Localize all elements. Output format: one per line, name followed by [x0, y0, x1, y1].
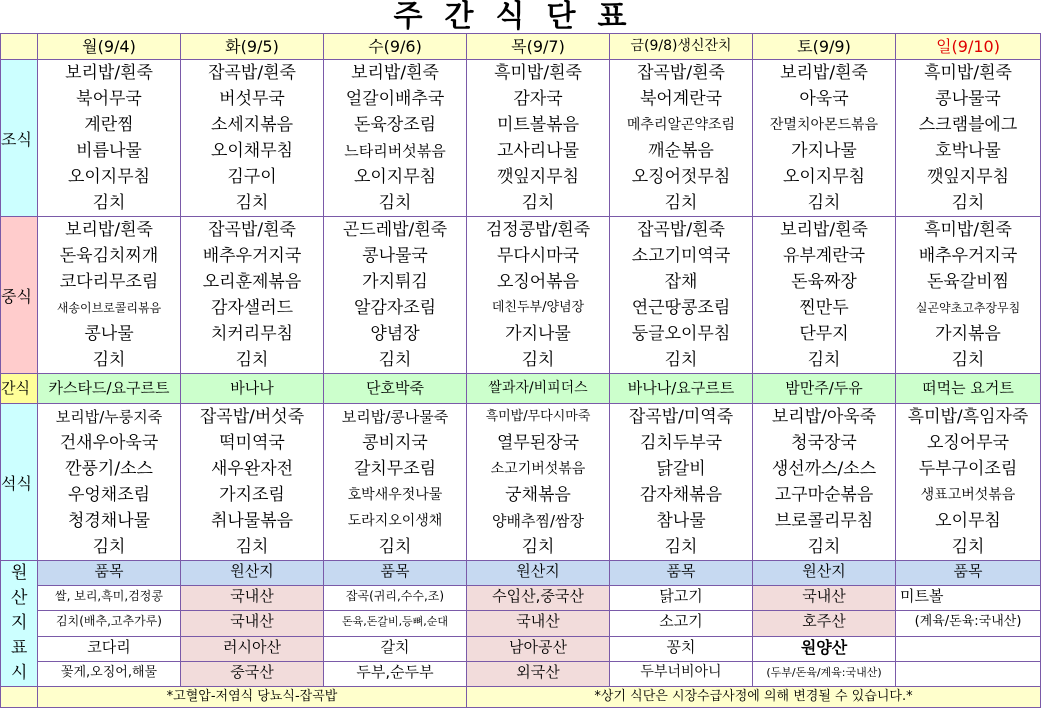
day-header-row	[1, 34, 1041, 60]
menu-item: 김치	[951, 193, 985, 213]
menu-item: 버섯무국	[219, 89, 285, 109]
menu-item: 스크램블에그	[918, 115, 1018, 135]
snack-cell: 밤만주/두유	[753, 374, 896, 404]
menu-item: 취나물볶음	[210, 511, 294, 531]
menu-item: 소고기미역국	[631, 246, 731, 266]
weekly-menu-table	[0, 33, 1041, 708]
menu-item: 곤드레밥/흰죽	[342, 220, 448, 240]
menu-item: 깻잎지무침	[926, 167, 1010, 187]
snack-cell: 단호박죽	[324, 374, 467, 404]
origin-label-text: 원산지표시	[11, 563, 28, 683]
origin-col-header: 원산지	[181, 561, 324, 586]
menu-item: 보리밥/누룽지죽	[55, 408, 163, 426]
menu-item: 양배추찜/쌈장	[492, 512, 584, 530]
menu-item: 김치	[92, 537, 126, 557]
origin-item: 쌀, 보리,흑미,검정콩	[38, 586, 181, 611]
lunch-cell	[896, 217, 1041, 374]
breakfast-cell	[896, 60, 1041, 217]
snack-cell: 쌀과자/비피더스	[467, 374, 610, 404]
menu-item: 오징어무국	[926, 433, 1010, 453]
menu-item: 김치	[235, 350, 269, 370]
menu-item: 오이무침	[935, 511, 1001, 531]
menu-item: 궁채볶음	[505, 485, 571, 505]
origin-item: 닭고기	[610, 586, 753, 611]
menu-item: 브로콜리무침	[774, 511, 874, 531]
menu-item: 돈육김치찌개	[59, 246, 159, 266]
menu-item: 오이지무침	[353, 167, 437, 187]
menu-item: 찐만두	[799, 298, 849, 318]
menu-item: 갈치무조림	[353, 459, 437, 479]
lunch-cell	[467, 217, 610, 374]
dinner-cell	[38, 404, 181, 561]
menu-item: 깐풍기/소스	[65, 459, 153, 479]
menu-item: 오이지무침	[67, 167, 151, 187]
menu-item: 연근땅콩조림	[631, 298, 731, 318]
menu-item: 양념장	[370, 324, 420, 344]
menu-item: 가지볶음	[935, 324, 1001, 344]
menu-item: 잔멸치아몬드볶음	[769, 117, 879, 133]
breakfast-cell	[324, 60, 467, 217]
origin-country: 국내산	[753, 586, 896, 611]
menu-item: 새우완자전	[210, 459, 294, 479]
lunch-cell	[324, 217, 467, 374]
menu-item: 돈육짜장	[791, 272, 857, 292]
lunch-row	[1, 217, 1041, 374]
snack-cell: 떠먹는 요거트	[896, 374, 1041, 404]
menu-item: 아욱국	[799, 89, 849, 109]
menu-item: 호박새우젓나물	[347, 487, 443, 503]
dinner-cell	[753, 404, 896, 561]
menu-item: 감자채볶음	[639, 485, 723, 505]
menu-item: 깻잎지무침	[496, 167, 580, 187]
menu-item: 김치	[664, 193, 698, 213]
dinner-row	[1, 404, 1041, 561]
menu-item: 검정콩밥/흰죽	[485, 220, 591, 240]
origin-country: 남아공산	[467, 636, 610, 661]
origin-col-header: 원산지	[753, 561, 896, 586]
origin-item: 두부너비아니	[610, 661, 753, 686]
breakfast-label: 조식	[1, 60, 38, 217]
menu-item: 김구이	[227, 167, 277, 187]
menu-item: 보리밥/아욱죽	[771, 407, 877, 427]
origin-country: 국내산	[467, 611, 610, 636]
breakfast-cell	[753, 60, 896, 217]
day-header: 수(9/6)	[324, 34, 467, 60]
footer-note-diet: *고혈압-저염식 당뇨식-잡곡밥	[38, 687, 467, 708]
origin-row	[1, 586, 1041, 611]
menu-item: 데친두부/양념장	[491, 300, 585, 315]
breakfast-cell	[610, 60, 753, 217]
menu-item: 흑미밥/흰죽	[494, 63, 582, 83]
menu-item: 김치	[951, 350, 985, 370]
menu-item: 잡채	[664, 272, 698, 292]
dinner-cell	[610, 404, 753, 561]
menu-item: 김치	[807, 537, 841, 557]
menu-item: 북어무국	[76, 89, 142, 109]
origin-item: 소고기	[610, 611, 753, 636]
menu-item: 감자국	[513, 89, 563, 109]
footer-corner	[1, 687, 38, 708]
menu-item: 오이채무침	[210, 141, 294, 161]
menu-item: 흑미밥/무다시마죽	[485, 409, 591, 424]
menu-item: 김치	[378, 537, 412, 557]
menu-item: 김치	[807, 193, 841, 213]
header-corner	[1, 34, 38, 60]
origin-item: 두부,순두부	[324, 661, 467, 686]
menu-item: 흑미밥/흰죽	[924, 220, 1012, 240]
origin-country: 러시아산	[181, 636, 324, 661]
menu-item: 김치	[521, 193, 555, 213]
origin-label	[1, 561, 38, 687]
day-header: 월(9/4)	[38, 34, 181, 60]
menu-item: 북어계란국	[639, 89, 723, 109]
menu-item: 돈육갈비찜	[926, 272, 1010, 292]
dinner-cell	[181, 404, 324, 561]
menu-item: 둥글오이무침	[631, 324, 731, 344]
origin-item: 코다리	[38, 636, 181, 661]
menu-item: 청경채나물	[67, 511, 151, 531]
menu-item: 잡곡밥/미역죽	[628, 407, 734, 427]
menu-item: 배추우거지국	[202, 246, 302, 266]
menu-item: 고사리나물	[496, 141, 580, 161]
snack-cell: 카스타드/요구르트	[38, 374, 181, 404]
menu-item: 잡곡밥/버섯죽	[199, 407, 305, 427]
menu-item: 흑미밥/흑임자죽	[907, 407, 1029, 427]
menu-item: 김치	[378, 350, 412, 370]
menu-item: 잡곡밥/흰죽	[208, 220, 296, 240]
menu-item: 단무지	[799, 324, 849, 344]
origin-col-header: 원산지	[467, 561, 610, 586]
lunch-label: 중식	[1, 217, 38, 374]
menu-item: 김치	[235, 537, 269, 557]
origin-item	[896, 661, 1041, 686]
menu-item: 깨순볶음	[648, 141, 714, 161]
menu-item: 생선까스/소스	[771, 459, 877, 479]
menu-item: 김치	[92, 350, 126, 370]
menu-item: 김치	[521, 537, 555, 557]
menu-item: 가지튀김	[362, 272, 428, 292]
menu-item: 새송이브로콜리볶음	[56, 301, 162, 315]
menu-item: 가지나물	[505, 324, 571, 344]
footer-note-change: *상기 식단은 시장수급사정에 의해 변경될 수 있습니다.*	[467, 687, 1041, 708]
menu-item: 소세지볶음	[210, 115, 294, 135]
menu-item: 오이지무침	[782, 167, 866, 187]
menu-item: 도라지오이생채	[347, 513, 443, 529]
menu-item: 실곤약초고추장무침	[915, 301, 1021, 315]
menu-item: 참나물	[656, 511, 706, 531]
breakfast-cell	[467, 60, 610, 217]
menu-item: 건새우아욱국	[59, 433, 159, 453]
menu-item: 오리훈제볶음	[202, 272, 302, 292]
menu-item: 잡곡밥/흰죽	[208, 63, 296, 83]
page-title: 주간식단표	[393, 0, 649, 34]
origin-country: 중국산	[181, 661, 324, 686]
menu-item: 잡곡밥/흰죽	[637, 63, 725, 83]
dinner-cell	[324, 404, 467, 561]
menu-item: 보리밥/흰죽	[65, 63, 153, 83]
origin-item: 미트볼	[896, 586, 1041, 611]
origin-country: (두부/돈육/계육:국내산)	[753, 661, 896, 686]
lunch-cell	[753, 217, 896, 374]
menu-item: 감자샐러드	[210, 298, 294, 318]
menu-item: 김치	[378, 193, 412, 213]
origin-col-header: 품목	[610, 561, 753, 586]
menu-item: 김치	[951, 537, 985, 557]
origin-country: 국내산	[181, 586, 324, 611]
menu-item: 얼갈이배추국	[345, 89, 445, 109]
origin-item: (계육/돈육:국내산)	[896, 611, 1041, 636]
menu-item: 가지조림	[219, 485, 285, 505]
origin-row	[1, 661, 1041, 686]
menu-item: 김치	[92, 193, 126, 213]
origin-country: 국내산	[181, 611, 324, 636]
breakfast-cell	[181, 60, 324, 217]
menu-item: 열무된장국	[496, 433, 580, 453]
menu-item: 보리밥/흰죽	[780, 220, 868, 240]
menu-item: 코다리무조림	[59, 272, 159, 292]
menu-item: 유부계란국	[782, 246, 866, 266]
footer-row	[1, 687, 1041, 708]
menu-item: 배추우거지국	[918, 246, 1018, 266]
day-header: 금(9/8)생신잔치	[610, 34, 753, 60]
menu-item: 생표고버섯볶음	[920, 487, 1016, 503]
origin-item: 돈육,돈갈비,등뼈,순대	[324, 611, 467, 636]
menu-item: 김치	[664, 537, 698, 557]
menu-item: 김치	[235, 193, 269, 213]
lunch-cell	[610, 217, 753, 374]
origin-item: 꽃게,오징어,해물	[38, 661, 181, 686]
menu-item: 떡미역국	[219, 433, 285, 453]
lunch-cell	[181, 217, 324, 374]
menu-item: 콩나물국	[362, 246, 428, 266]
menu-item: 우엉채조림	[67, 485, 151, 505]
menu-item: 오징어볶음	[496, 272, 580, 292]
menu-item: 계란찜	[84, 115, 134, 135]
breakfast-row	[1, 60, 1041, 217]
breakfast-cell	[38, 60, 181, 217]
origin-item: 잡곡(귀리,수수,조)	[324, 586, 467, 611]
origin-country: 호주산	[753, 611, 896, 636]
menu-item: 느타리버섯볶음	[344, 142, 446, 160]
menu-item: 잡곡밥/흰죽	[637, 220, 725, 240]
menu-item: 비름나물	[76, 141, 142, 161]
dinner-cell	[896, 404, 1041, 561]
menu-item: 김치	[807, 350, 841, 370]
menu-item: 메추리알곤약조림	[626, 117, 736, 133]
origin-country: 외국산	[467, 661, 610, 686]
menu-item: 보리밥/흰죽	[351, 63, 439, 83]
origin-item	[896, 636, 1041, 661]
origin-item: 꽁치	[610, 636, 753, 661]
menu-item: 흑미밥/흰죽	[924, 63, 1012, 83]
day-header: 화(9/5)	[181, 34, 324, 60]
dinner-cell	[467, 404, 610, 561]
menu-item: 미트볼볶음	[496, 115, 580, 135]
menu-item: 콩비지국	[362, 433, 428, 453]
menu-item: 알감자조림	[353, 298, 437, 318]
menu-item: 오징어젓무침	[631, 167, 731, 187]
menu-item: 치커리무침	[210, 324, 294, 344]
lunch-cell	[38, 217, 181, 374]
menu-item: 콩나물	[84, 324, 134, 344]
menu-item: 김치두부국	[639, 433, 723, 453]
snack-label: 간식	[1, 374, 38, 404]
origin-row	[1, 611, 1041, 636]
day-header-sunday: 일(9/10)	[896, 34, 1041, 60]
menu-item: 보리밥/콩나물죽	[341, 408, 449, 426]
origin-item: 갈치	[324, 636, 467, 661]
menu-item: 청국장국	[791, 433, 857, 453]
menu-item: 소고기버섯볶음	[490, 461, 586, 477]
menu-item: 무다시마국	[496, 246, 580, 266]
snack-cell: 바나나/요구르트	[610, 374, 753, 404]
origin-col-header: 품목	[324, 561, 467, 586]
origin-row	[1, 636, 1041, 661]
menu-item: 닭갈비	[656, 459, 706, 479]
snack-row	[1, 374, 1041, 404]
day-header: 토(9/9)	[753, 34, 896, 60]
origin-header-row	[1, 561, 1041, 586]
menu-item: 고구마순볶음	[774, 485, 874, 505]
origin-country: 원양산	[753, 636, 896, 661]
origin-item: 김치(배추,고추가루)	[38, 611, 181, 636]
menu-item: 보리밥/흰죽	[65, 220, 153, 240]
origin-col-header: 품목	[896, 561, 1041, 586]
dinner-label: 석식	[1, 404, 38, 561]
menu-item: 가지나물	[791, 141, 857, 161]
menu-item: 돈육장조림	[353, 115, 437, 135]
menu-item: 보리밥/흰죽	[780, 63, 868, 83]
menu-item: 호박나물	[935, 141, 1001, 161]
snack-cell: 바나나	[181, 374, 324, 404]
day-header: 목(9/7)	[467, 34, 610, 60]
origin-country: 수입산,중국산	[467, 586, 610, 611]
menu-item: 김치	[521, 350, 555, 370]
origin-col-header: 품목	[38, 561, 181, 586]
menu-item: 김치	[664, 350, 698, 370]
menu-item: 콩나물국	[935, 89, 1001, 109]
menu-item: 두부구이조림	[918, 459, 1018, 479]
